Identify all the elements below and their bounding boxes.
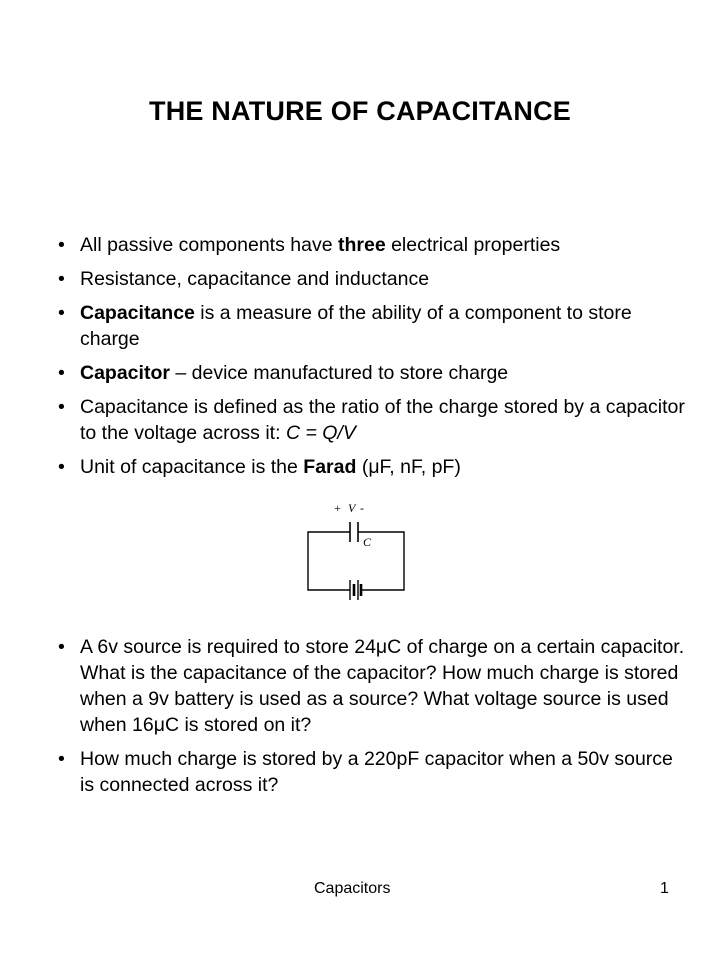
capacitor-symbol bbox=[350, 522, 358, 542]
bullet-text: electrical properties bbox=[385, 234, 561, 256]
bullet-list-intro bbox=[58, 232, 688, 488]
bullet-list-problems bbox=[58, 634, 688, 806]
bold-term: three bbox=[337, 234, 386, 256]
bullet-item bbox=[58, 454, 688, 480]
bullet-text: (μF, nF, pF) bbox=[356, 456, 461, 478]
bullet-item bbox=[58, 634, 688, 738]
bullet-text: Unit of capacitance is the bbox=[80, 456, 304, 478]
circuit-capacitor-label: C bbox=[363, 535, 372, 549]
bullet-text: – device manufactured to store charge bbox=[169, 362, 509, 384]
bullet-text: is a measure of the ability of a component to store charge bbox=[80, 302, 632, 350]
circuit-wires bbox=[308, 532, 404, 590]
bullet-text: How much charge is stored by a 220pF capacitor when a 50v source is connected across it? bbox=[80, 748, 673, 796]
page-title: THE NATURE OF CAPACITANCE bbox=[149, 96, 571, 126]
bullet-item bbox=[58, 746, 688, 798]
formula: C = Q/V bbox=[285, 422, 356, 444]
bold-term: Farad bbox=[303, 456, 357, 478]
page-number: 1 bbox=[660, 880, 669, 897]
bullet-item bbox=[58, 394, 688, 446]
battery-symbol bbox=[350, 580, 361, 600]
bullet-text: A 6v source is required to store 24μC of charge on a certain capacitor. What is the capacitance of the capacitor? How much charge is stored when a 9v battery is used as a source? What voltage source is used when 16μC is stored on it? bbox=[80, 636, 685, 736]
circuit-voltage-label: V bbox=[348, 501, 356, 515]
bold-term: Capacitor bbox=[80, 362, 170, 384]
bold-term: Capacitance bbox=[80, 302, 195, 324]
circuit-minus-sign: - bbox=[360, 501, 364, 515]
bullet-item bbox=[58, 360, 688, 386]
footer-topic: Capacitors bbox=[314, 880, 391, 897]
bullet-item bbox=[58, 232, 688, 258]
bullet-item bbox=[58, 266, 688, 292]
bullet-item bbox=[58, 300, 688, 352]
capacitor-circuit-diagram bbox=[300, 498, 410, 608]
circuit-plus-sign: + bbox=[334, 501, 341, 515]
bullet-text: All passive components have bbox=[80, 234, 338, 256]
bullet-text: Resistance, capacitance and inductance bbox=[80, 268, 430, 290]
bullet-text: Capacitance is defined as the ratio of the charge stored by a capacitor to the voltage across it: bbox=[80, 396, 685, 444]
